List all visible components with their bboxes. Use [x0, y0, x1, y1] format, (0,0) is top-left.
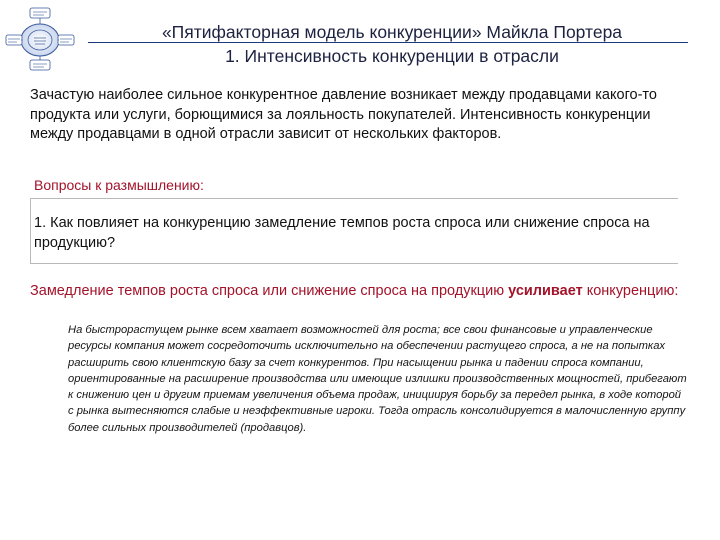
title-line-2: 1. Интенсивность конкуренции в отрасли: [225, 46, 559, 66]
five-forces-diagram-icon: [4, 6, 76, 72]
questions-heading: Вопросы к размышлению:: [34, 177, 204, 193]
title-divider: [88, 42, 688, 43]
explanation-paragraph: На быстрорастущем рынке всем хватает возможностей для роста; все свои финансовые и управленческие ресурсы компания может сосредоточить исключительно на обеспечении растущего спроса, а не на попытках расширить свою клиентскую базу за счет конкурентов. При насыщении рынка и падении спроса компании, ориентированные на расширение производства или имеющие излишки производственных мощностей, прибегают к снижению цен и другим приемам увеличения объема продаж, инициируя борьбу за передел рынка, в ходе которой с рынка вытесняются слабые и неэффективные игроки. Тогда отрасль консолидируется в малочисленную группу более сильных производителей (продавцов).: [68, 324, 687, 434]
page-title: [86, 20, 698, 68]
title-line-1: «Пятифакторная модель конкуренции» Майкла Портера: [161, 22, 623, 42]
answer-emphasis: усиливает: [508, 283, 583, 299]
question-1: 1. Как повлияет на конкуренцию замедление темпов роста спроса или снижение спроса на продукцию?: [34, 215, 650, 251]
answer-text-end: конкуренцию:: [582, 283, 679, 299]
answer-text-start: Замедление темпов роста спроса или снижение спроса на продукцию: [30, 283, 509, 299]
intro-paragraph: Зачастую наиболее сильное конкурентное давление возникает между продавцами какого-то продукта или услуги, борющимися за лояльность покупателей. Интенсивность конкуренции между продавцами в одной отрасли зависит от нескольких факторов.: [30, 87, 657, 142]
answer-paragraph: [30, 282, 680, 301]
